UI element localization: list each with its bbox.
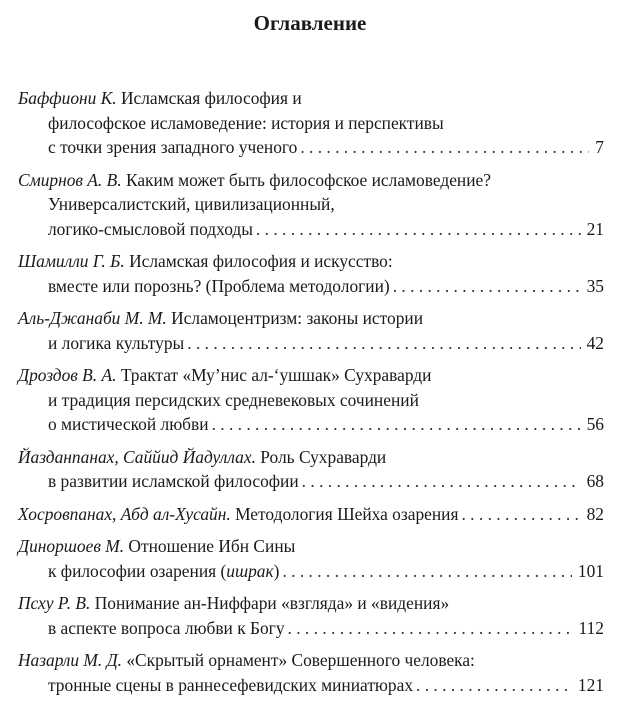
toc-entry[interactable] bbox=[18, 306, 604, 355]
entry-last-line bbox=[18, 502, 604, 527]
entry-title-start: Методология Шейха озарения bbox=[235, 503, 459, 524]
toc-entry[interactable] bbox=[18, 168, 604, 242]
toc-entry[interactable] bbox=[18, 445, 604, 494]
entry-title-end: в развитии исламской философии bbox=[48, 471, 299, 491]
dot-leader bbox=[282, 559, 571, 584]
entry-heading-line bbox=[18, 502, 458, 527]
entry-title-start: Отношение Ибн Сины bbox=[128, 536, 296, 556]
entry-last-line bbox=[18, 331, 604, 356]
dot-leader bbox=[300, 135, 589, 160]
toc-entry[interactable] bbox=[18, 502, 604, 527]
dot-leader bbox=[461, 502, 580, 527]
entry-title-end: логико-смысловой подходы bbox=[48, 218, 253, 239]
entry-title-start: Каким может быть философское исламоведение? bbox=[125, 169, 491, 190]
toc-entry[interactable] bbox=[18, 648, 604, 697]
entry-author: Баффиони К. bbox=[18, 88, 117, 108]
entry-author: Дроздов В. А. bbox=[18, 365, 117, 385]
entry-title-end-tail: ) bbox=[273, 560, 280, 581]
toc-entry[interactable] bbox=[18, 86, 604, 160]
entry-author: Диноршоев М. bbox=[18, 536, 125, 556]
page-number: 21 bbox=[586, 218, 604, 239]
entry-title-start: Роль Сухраварди bbox=[260, 446, 387, 467]
entry-title-end bbox=[48, 559, 279, 584]
entry-heading-line bbox=[18, 591, 604, 616]
entry-author: Смирнов А. В. bbox=[18, 169, 122, 190]
page-number: 112 bbox=[578, 617, 604, 638]
entry-heading-line bbox=[18, 534, 604, 559]
entry-last-line bbox=[18, 469, 604, 494]
dot-leader bbox=[256, 217, 581, 242]
entry-last-line bbox=[18, 673, 604, 698]
entry-term: ишрак bbox=[226, 560, 274, 581]
entry-heading-line bbox=[18, 648, 604, 673]
entry-title-start: Исламоцентризм: законы истории bbox=[171, 308, 424, 328]
dot-leader bbox=[416, 673, 572, 698]
entry-title-start: Исламская философия и bbox=[120, 88, 302, 108]
entry-title-end: и логика культуры bbox=[48, 332, 185, 353]
entry-title-end: в аспекте вопроса любви к Богу bbox=[48, 617, 285, 638]
toc-entry[interactable] bbox=[18, 534, 604, 583]
entry-heading-line bbox=[18, 86, 604, 111]
entry-last-line bbox=[18, 412, 604, 437]
entry-title-start: Трактат «Му’нис ал-‘ушшак» Сухраварди bbox=[120, 365, 432, 385]
entry-title-end-text: к философии озарения ( bbox=[48, 560, 227, 581]
dot-leader bbox=[393, 274, 581, 299]
entry-author: Псху Р. В. bbox=[18, 593, 91, 613]
table-of-contents bbox=[18, 86, 604, 705]
toc-entry[interactable] bbox=[18, 249, 604, 298]
entry-author: Аль-Джанаби М. М. bbox=[18, 308, 167, 328]
entry-last-line bbox=[18, 616, 604, 641]
page-number: 101 bbox=[577, 560, 604, 581]
entry-author: Шамилли Г. Б. bbox=[18, 251, 125, 271]
dot-leader bbox=[187, 331, 580, 356]
entry-title-end: тронные сцены в раннесефевидских миниатюрах bbox=[48, 674, 414, 695]
entry-author: Назарли М. Д. bbox=[18, 650, 122, 670]
entry-heading-line bbox=[18, 306, 604, 331]
page-title: Оглавление bbox=[253, 11, 367, 35]
page-number: 121 bbox=[577, 674, 604, 695]
dot-leader bbox=[288, 616, 573, 641]
entry-title-start: Понимание ан-Ниффари «взгляда» и «видения» bbox=[94, 593, 450, 613]
entry-title-end: с точки зрения западного ученого bbox=[48, 137, 298, 157]
dot-leader bbox=[212, 412, 581, 437]
entry-last-line bbox=[18, 217, 604, 242]
page-number: 35 bbox=[586, 275, 604, 296]
page-number: 42 bbox=[586, 332, 604, 353]
entry-heading-line bbox=[18, 249, 604, 274]
entry-title-end: о мистической любви bbox=[48, 414, 209, 434]
entry-title-end: вместе или порознь? (Проблема методологии) bbox=[48, 275, 390, 296]
entry-title-start: Исламская философия и искусство: bbox=[129, 251, 393, 271]
entry-last-line bbox=[18, 559, 604, 584]
page-number: 68 bbox=[586, 471, 604, 491]
entry-last-line bbox=[18, 135, 604, 160]
entry-title-line: и традиция персидских средневековых сочинений bbox=[48, 389, 419, 410]
entry-author: Хосровпанах, Абд ал-Хусайн. bbox=[18, 503, 231, 524]
dot-leader bbox=[302, 469, 581, 494]
page-number: 7 bbox=[595, 137, 604, 157]
entry-title-start: «Скрытый орнамент» Совершенного человека: bbox=[126, 650, 475, 670]
page-number: 82 bbox=[586, 503, 604, 524]
entry-heading-line bbox=[18, 363, 604, 388]
entry-last-line bbox=[18, 274, 604, 299]
entry-author: Йазданпанах, Саййид Йадуллах. bbox=[18, 446, 256, 467]
entry-heading-line bbox=[18, 445, 604, 470]
entry-heading-line bbox=[18, 168, 604, 193]
toc-entry[interactable] bbox=[18, 363, 604, 437]
entry-title-line: философское исламоведение: история и перспективы bbox=[48, 112, 444, 133]
page-number: 56 bbox=[586, 414, 604, 434]
entry-title-line: Универсалистский, цивилизационный, bbox=[48, 194, 335, 214]
toc-entry[interactable] bbox=[18, 591, 604, 640]
